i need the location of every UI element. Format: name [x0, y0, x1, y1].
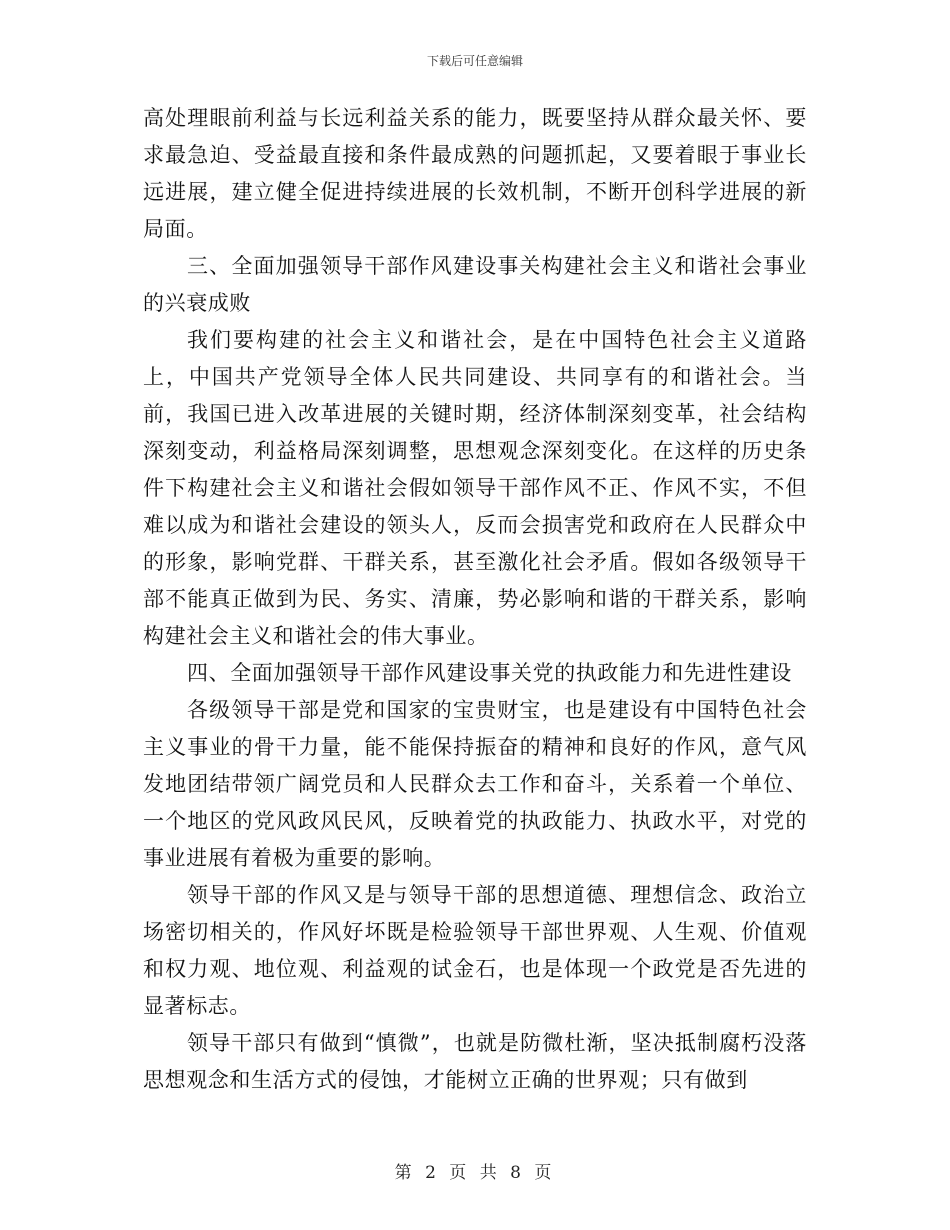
paragraph-5: 领导干部只有做到“慎微”，也就是防微杜渐，坚决抵制腐朽没落思想观念和生活方式的侵蚀，才能树立正确的世界观；只有做到 [143, 1031, 807, 1092]
page-header: 下载后可任意编辑 [426, 54, 523, 68]
section-heading-3: 三、全面加强领导干部作风建设事关构建社会主义和谐社会事业的兴衰成败 [143, 254, 807, 315]
paragraph-1: 高处理眼前利益与长远利益关系的能力，既要坚持从群众最关怀、要求最急迫、受益最直接和条件最成熟的问题抓起，又要着眼于事业长远进展，建立健全促进持续进展的长效机制，不断开创科学进展的新局面。 [143, 106, 807, 241]
paragraph-4: 领导干部的作风又是与领导干部的思想道德、理想信念、政治立场密切相关的，作风好坏既是检验领导干部世界观、人生观、价值观和权力观、地位观、利益观的试金石，也是体现一个政党是否先进的显著标志。 [143, 883, 807, 1018]
document-body [143, 100, 807, 1099]
paragraph-3: 各级领导干部是党和国家的宝贵财宝，也是建设有中国特色社会主义事业的骨干力量，能不能保持振奋的精神和良好的作风，意气风发地团结带领广阔党员和人民群众去工作和奋斗，关系着一个单位、一个地区的党风政风民风，反映着党的执政能力、执政水平，对党的事业进展有着极为重要的影响。 [143, 698, 807, 870]
paragraph-2: 我们要构建的社会主义和谐社会，是在中国特色社会主义道路上，中国共产党领导全体人民共同建设、共同享有的和谐社会。当前，我国已进入改革进展的关键时期，经济体制深刻变革，社会结构深刻变动，利益格局深刻调整，思想观念深刻变化。在这样的历史条件下构建社会主义和谐社会假如领导干部作风不正、作风不实，不但难以成为和谐社会建设的领头人，反而会损害党和政府在人民群众中的形象，影响党群、干群关系，甚至激化社会矛盾。假如各级领导干部不能真正做到为民、务实、清廉，势必影响和谐的干群关系，影响构建社会主义和谐社会的伟大事业。 [143, 328, 807, 648]
page-number: 第 2 页 共 8 页 [394, 1163, 556, 1183]
section-heading-4: 四、全面加强领导干部作风建设事关党的执政能力和先进性建设 [187, 661, 792, 685]
